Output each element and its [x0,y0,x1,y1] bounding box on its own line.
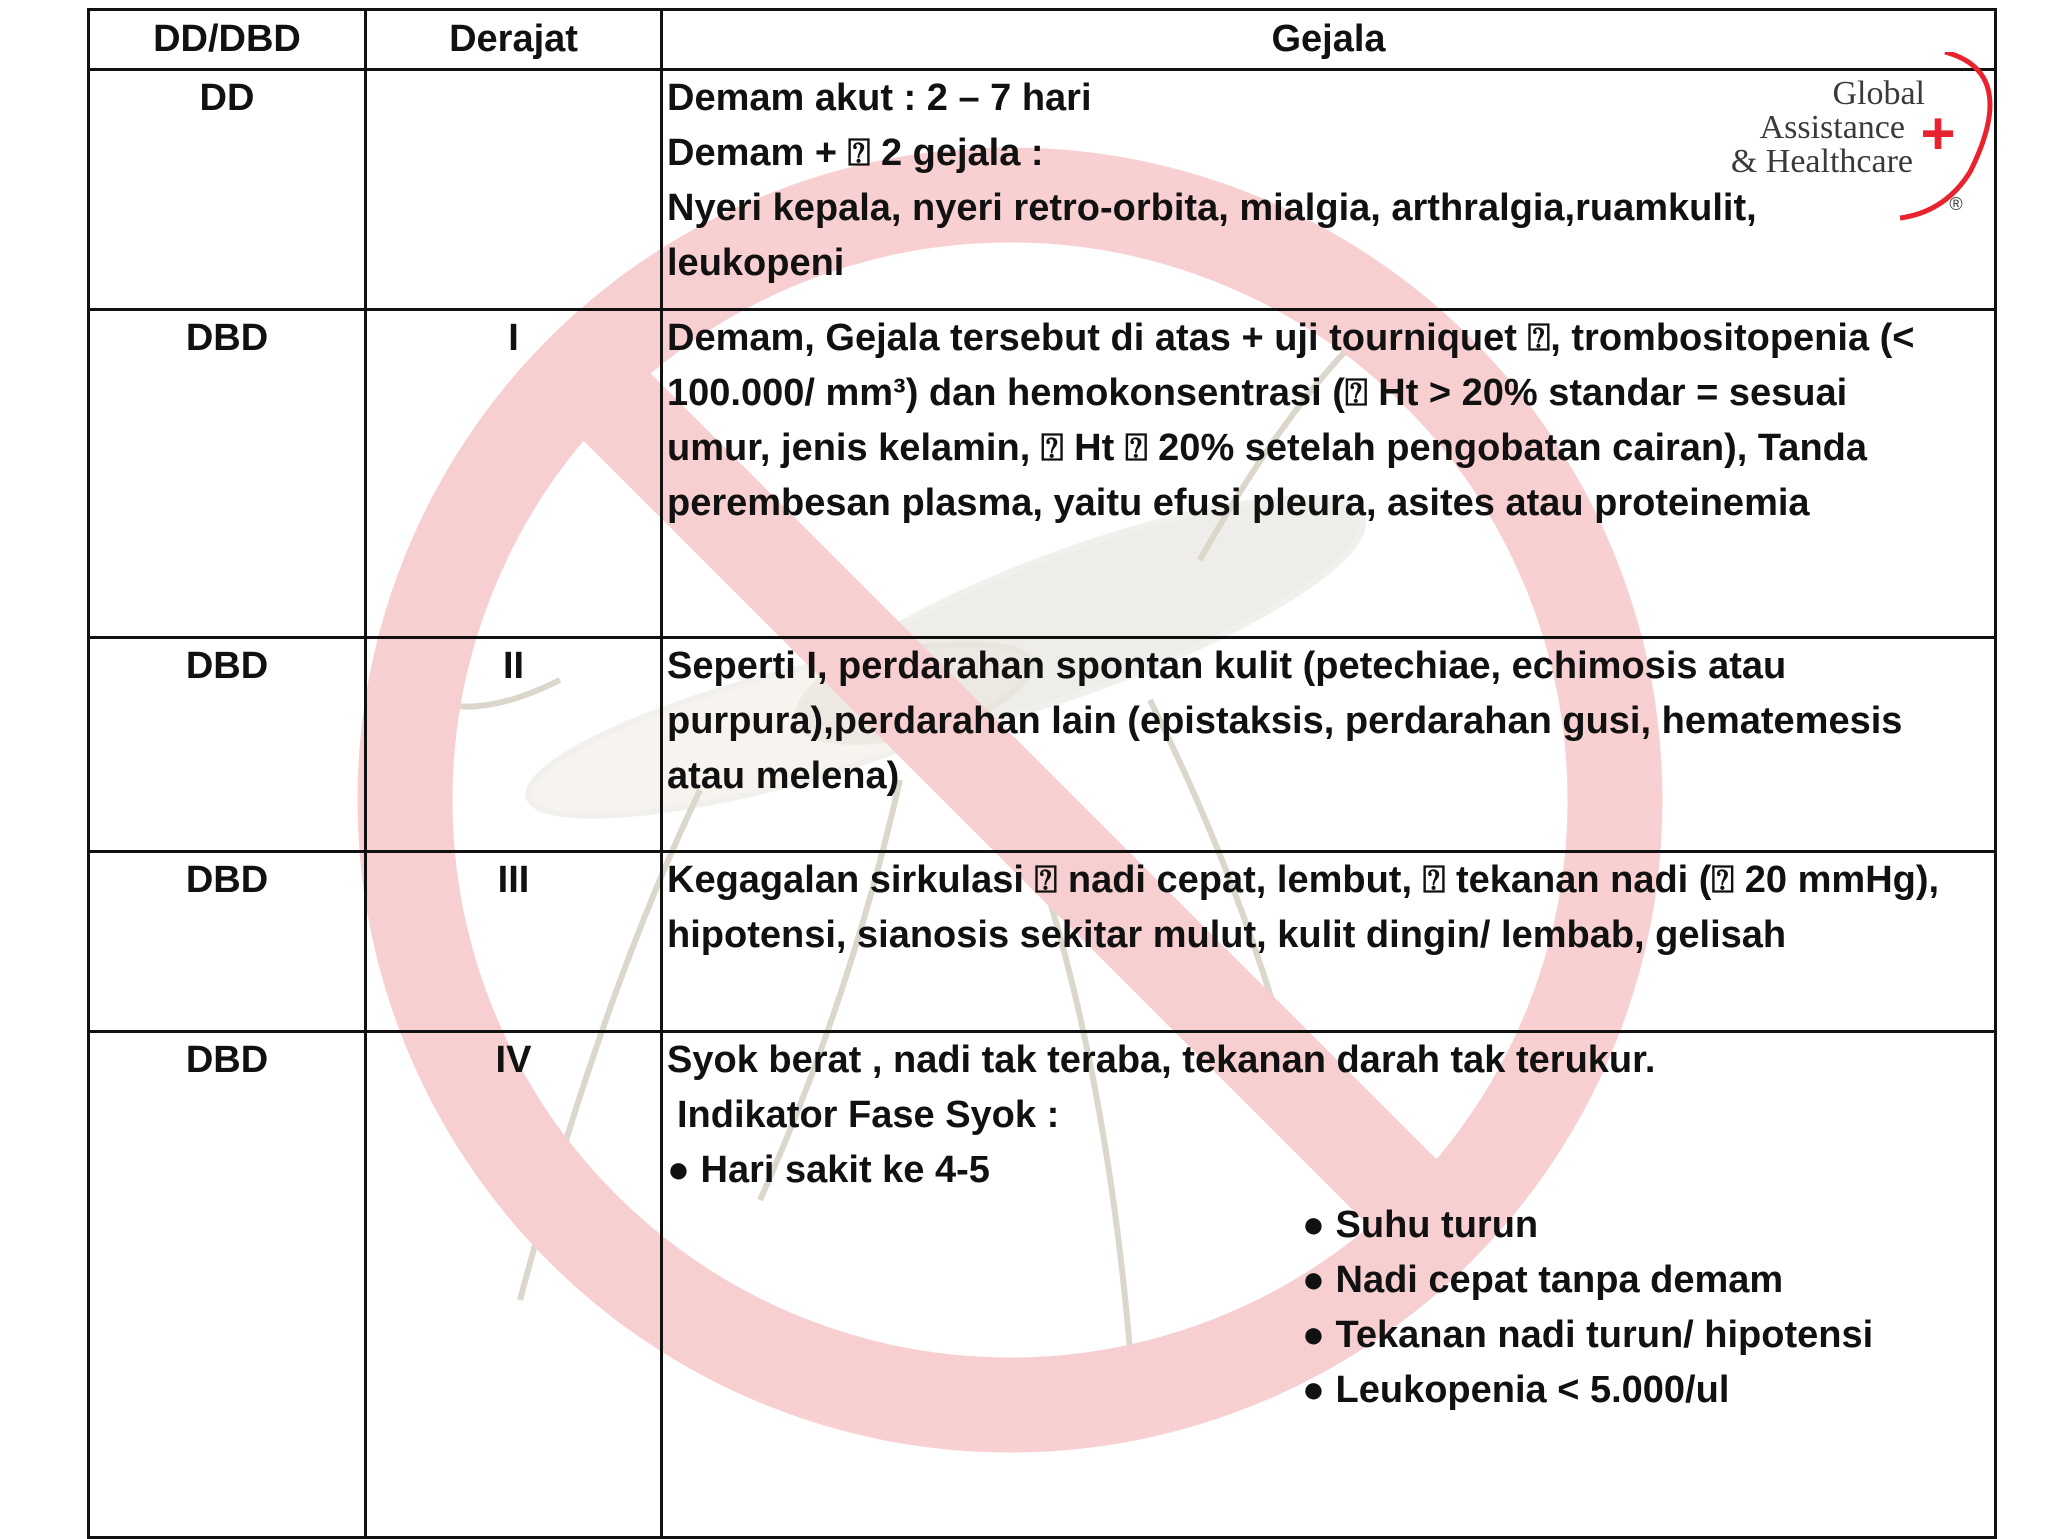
table-row [89,1032,1996,1538]
symptom-line: purpura),perdarahan lain (epistaksis, perdarahan gusi, hematemesis [667,700,1903,742]
row-symptoms-cell [662,638,1996,852]
logo-registered-mark: ® [1949,194,1963,214]
table-row [89,310,1996,638]
symptom-line: Demam, Gejala tersebut di atas + uji tourniquet ⍰, trombositopenia (< [667,317,1915,359]
symptom-line: Kegagalan sirkulasi ⍰ nadi cepat, lembut, ⍰ tekanan nadi (⍰ 20 mmHg), [667,859,1940,901]
symptom-line: Demam akut : 2 – 7 hari [667,77,1092,119]
header-dd-dbd: DD/DBD [89,10,366,70]
row-type-cell: DBD [89,310,366,638]
logo-line-global: Global [1832,75,1925,112]
list-item: ● Tekanan nadi turun/ hipotensi [1302,1314,1874,1356]
symptom-line: 100.000/ mm³) dan hemokonsentrasi (⍰ Ht > 20% standar = sesuai [667,372,1848,414]
logo-line-assistance: Assistance [1759,109,1905,146]
logo-line-healthcare: & Healthcare [1730,143,1913,180]
row-grade-cell: IV [366,1032,662,1538]
header-derajat: Derajat [366,10,662,70]
row-grade-cell [366,70,662,310]
table-row [89,852,1996,1032]
list-item: ● Nadi cepat tanpa demam [1302,1259,1784,1301]
dengue-grade-table [87,8,1997,1539]
symptom-line: Seperti I, perdarahan spontan kulit (petechiae, echimosis atau [667,645,1787,687]
row-type-cell: DBD [89,638,366,852]
symptom-line: Demam + ⍰ 2 gejala : [667,132,1044,174]
list-item: ● Leukopenia < 5.000/ul [1302,1369,1730,1411]
symptom-line: perembesan plasma, yaitu efusi pleura, asites atau proteinemia [667,482,1810,524]
row-type-cell: DD [89,70,366,310]
row-symptoms-cell [662,1032,1996,1538]
symptom-line: Nyeri kepala, nyeri retro-orbita, mialgia, arthralgia,ruamkulit, [667,187,1757,229]
logo-cross-icon: + [1920,100,1956,167]
global-assistance-logo [1700,52,2010,222]
symptom-line: leukopeni [667,242,845,284]
symptom-line: Indikator Fase Syok : [677,1094,1060,1136]
symptom-line: ● Hari sakit ke 4-5 [667,1149,990,1191]
row-grade-cell: III [366,852,662,1032]
row-symptoms-cell [662,310,1996,638]
row-grade-cell: I [366,310,662,638]
header-gejala: Gejala [662,10,1996,70]
row-type-cell: DBD [89,1032,366,1538]
symptom-line: atau melena) [667,755,900,797]
table-row [89,638,1996,852]
row-symptoms-cell [662,852,1996,1032]
symptom-line: umur, jenis kelamin, ⍰ Ht ⍰ 20% setelah pengobatan cairan), Tanda [667,427,1867,469]
list-item: ● Suhu turun [1302,1204,1539,1246]
row-grade-cell: II [366,638,662,852]
symptom-line: hipotensi, sianosis sekitar mulut, kulit dingin/ lembab, gelisah [667,914,1787,956]
shock-indicator-list [667,1198,1994,1418]
row-type-cell: DBD [89,852,366,1032]
symptom-line: Syok berat , nadi tak teraba, tekanan darah tak terukur. [667,1039,1656,1081]
